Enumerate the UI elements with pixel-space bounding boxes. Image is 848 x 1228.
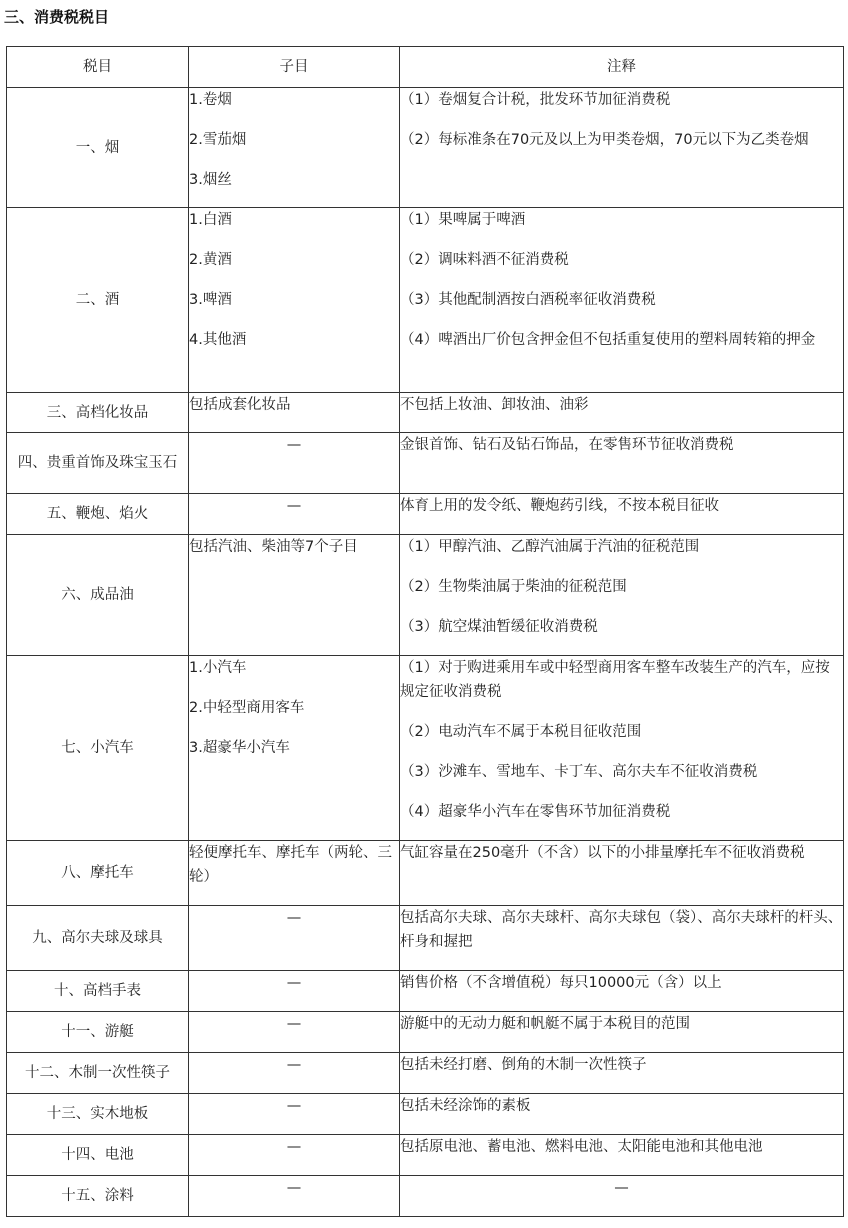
sub-item-cell — [189, 656, 400, 841]
tax-item-cell: 一、烟 — [7, 88, 189, 208]
note-line: 体育上用的发令纸、鞭炮药引线，不按本税目征收 — [400, 498, 719, 514]
note-cell — [400, 656, 844, 841]
sub-item-line: 3.烟丝 — [189, 172, 232, 188]
note-line: （3）航空煤油暂缓征收消费税 — [400, 619, 598, 635]
sub-item-line: 2.雪茄烟 — [189, 132, 247, 148]
sub-item-line: 4.其他酒 — [189, 332, 247, 348]
note-line: （2）每标准条在70元及以上为甲类卷烟，70元以下为乙类卷烟 — [400, 132, 809, 148]
note-line: （2）调味料酒不征消费税 — [400, 252, 569, 268]
note-line: （1）甲醇汽油、乙醇汽油属于汽油的征税范围 — [400, 539, 700, 555]
note-line: （4）啤酒出厂价包含押金但不包括重复使用的塑料周转箱的押金 — [400, 332, 816, 348]
table-header-row — [7, 47, 844, 88]
note-line: （2）电动汽车不属于本税目征收范围 — [400, 724, 642, 740]
note-line: （1）卷烟复合计税，批发环节加征消费税 — [400, 92, 671, 108]
table-row — [7, 393, 844, 433]
note-line: （1）果啤属于啤酒 — [400, 212, 526, 228]
table-row — [7, 971, 844, 1012]
sub-item-line: 包括成套化妆品 — [189, 397, 291, 413]
tax-item-cell: 十、高档手表 — [7, 971, 189, 1012]
table-row — [7, 656, 844, 841]
note-line: — — [614, 1180, 629, 1196]
note-line: 包括未经打磨、倒角的木制一次性筷子 — [400, 1057, 647, 1073]
note-line: 气缸容量在250毫升（不含）以下的小排量摩托车不征收消费税 — [400, 845, 805, 861]
sub-item-cell — [189, 433, 400, 494]
sub-item-line: 轻便摩托车、摩托车（两轮、三轮） — [189, 845, 392, 885]
tax-item-cell: 五、鞭炮、焰火 — [7, 494, 189, 535]
tax-item-cell: 六、成品油 — [7, 535, 189, 656]
note-cell — [400, 1012, 844, 1053]
table-row — [7, 1053, 844, 1094]
table-row — [7, 1135, 844, 1176]
note-cell — [400, 971, 844, 1012]
table-row — [7, 906, 844, 971]
note-line: 游艇中的无动力艇和帆艇不属于本税目的范围 — [400, 1016, 690, 1032]
tax-items-table — [6, 46, 844, 1217]
note-line: （3）沙滩车、雪地车、卡丁车、高尔夫车不征收消费税 — [400, 764, 758, 780]
sub-item-cell — [189, 88, 400, 208]
sub-item-line: — — [286, 910, 302, 926]
table-row — [7, 208, 844, 393]
sub-item-cell — [189, 1135, 400, 1176]
table-row — [7, 841, 844, 906]
sub-item-cell — [189, 1176, 400, 1217]
table-row — [7, 535, 844, 656]
sub-item-line: — — [286, 1016, 302, 1032]
note-line: （1）对于购进乘用车或中轻型商用客车整车改装生产的汽车，应按规定征收消费税 — [400, 660, 830, 700]
tax-item-cell: 十一、游艇 — [7, 1012, 189, 1053]
tax-item-cell: 四、贵重首饰及珠宝玉石 — [7, 433, 189, 494]
note-cell — [400, 494, 844, 535]
tax-item-cell: 九、高尔夫球及球具 — [7, 906, 189, 971]
sub-item-cell — [189, 494, 400, 535]
page-title: 三、消费税税目 — [4, 8, 110, 26]
sub-item-cell — [189, 1012, 400, 1053]
sub-item-cell — [189, 906, 400, 971]
note-cell — [400, 1094, 844, 1135]
sub-item-cell — [189, 971, 400, 1012]
table-row — [7, 433, 844, 494]
table-row — [7, 88, 844, 208]
tax-item-cell: 十五、涂料 — [7, 1176, 189, 1217]
sub-item-line: 3.超豪华小汽车 — [189, 740, 290, 756]
note-cell — [400, 535, 844, 656]
sub-item-line: 2.中轻型商用客车 — [189, 700, 305, 716]
sub-item-line: — — [286, 975, 302, 991]
sub-item-cell — [189, 535, 400, 656]
sub-item-cell — [189, 393, 400, 433]
tax-item-cell: 三、高档化妆品 — [7, 393, 189, 433]
note-line: 包括未经涂饰的素板 — [400, 1098, 531, 1114]
sub-item-line: 1.小汽车 — [189, 660, 247, 676]
tax-item-cell: 十二、木制一次性筷子 — [7, 1053, 189, 1094]
note-line: 包括原电池、蓄电池、燃料电池、太阳能电池和其他电池 — [400, 1139, 763, 1155]
sub-item-line: — — [286, 437, 302, 453]
sub-item-cell — [189, 1094, 400, 1135]
sub-item-line: 2.黄酒 — [189, 252, 232, 268]
note-cell — [400, 906, 844, 971]
table-row — [7, 494, 844, 535]
sub-item-cell — [189, 1053, 400, 1094]
note-cell — [400, 1176, 844, 1217]
note-line: （2）生物柴油属于柴油的征税范围 — [400, 579, 627, 595]
note-cell — [400, 88, 844, 208]
tax-item-cell: 二、酒 — [7, 208, 189, 393]
sub-item-cell — [189, 208, 400, 393]
note-cell — [400, 1053, 844, 1094]
sub-item-line: — — [286, 1057, 302, 1073]
table-row — [7, 1012, 844, 1053]
sub-item-line: 1.卷烟 — [189, 92, 232, 108]
header-sub: 子目 — [189, 47, 400, 88]
note-line: 金银首饰、钻石及钻石饰品，在零售环节征收消费税 — [400, 437, 734, 453]
table-row — [7, 1094, 844, 1135]
sub-item-line: — — [286, 1139, 302, 1155]
sub-item-line: 3.啤酒 — [189, 292, 232, 308]
note-line: 包括高尔夫球、高尔夫球杆、高尔夫球包（袋）、高尔夫球杆的杆头、杆身和握把 — [400, 910, 843, 950]
note-cell — [400, 841, 844, 906]
sub-item-line: 包括汽油、柴油等7个子目 — [189, 539, 358, 555]
note-cell — [400, 393, 844, 433]
sub-item-line: — — [286, 498, 302, 514]
tax-item-cell: 十四、电池 — [7, 1135, 189, 1176]
note-line: （3）其他配制酒按白酒税率征收消费税 — [400, 292, 656, 308]
header-note: 注释 — [400, 47, 844, 88]
sub-item-line: — — [286, 1180, 302, 1196]
note-cell — [400, 1135, 844, 1176]
note-cell — [400, 208, 844, 393]
note-line: 销售价格（不含增值税）每只10000元（含）以上 — [400, 975, 722, 991]
table-row — [7, 1176, 844, 1217]
header-item: 税目 — [7, 47, 189, 88]
note-line: 不包括上妆油、卸妆油、油彩 — [400, 397, 589, 413]
tax-item-cell: 十三、实木地板 — [7, 1094, 189, 1135]
sub-item-cell — [189, 841, 400, 906]
note-line: （4）超豪华小汽车在零售环节加征消费税 — [400, 804, 671, 820]
tax-item-cell: 八、摩托车 — [7, 841, 189, 906]
tax-item-cell: 七、小汽车 — [7, 656, 189, 841]
note-cell — [400, 433, 844, 494]
sub-item-line: 1.白酒 — [189, 212, 232, 228]
sub-item-line: — — [286, 1098, 302, 1114]
